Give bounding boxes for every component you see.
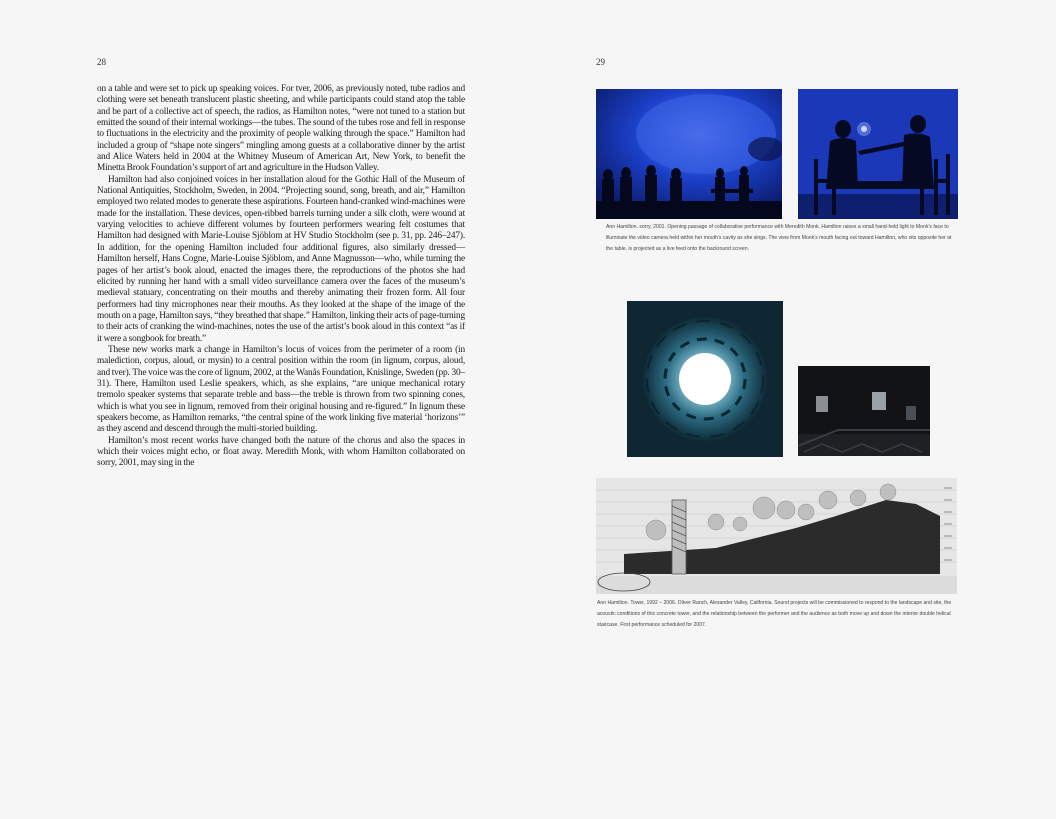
right-page-number: 29 xyxy=(596,57,605,67)
drawing-tower-elevation xyxy=(596,478,957,594)
body-text-column xyxy=(97,84,465,470)
body-paragraph: on a table and were set to pick up speaking voices. For tver, 2006, as previously noted, tube radios and clothing were set beneath translucent plastic sheeting, and while participants could stand atop the table and be part of a collective act of speech, the radios, as Hamilton notes, “were not tuned to a station but emitted the sound of their internal workings—the tubes. The sound of the tubes rose and fell in response to fluctuations in the electricity and the proximity of people walking through the space.” Hamilton had included a group of “shape note singers” mingling among guests at a collaborative dinner by the artist and Alice Waters held in 2004 at the Whitney Museum of American Art, New York, to benefit the Minetta Brook Foundation’s support of art and agriculture in the Hudson Valley. xyxy=(97,84,465,174)
photo-dark-interior xyxy=(798,366,930,456)
caption-tower: Ann Hamilton. Tower, 1992 – 2006. Oliver Ranch, Alexander Valley, California. Sound projects will be commissioned to respond to the landscape and site, the acoustic conditions of this concrete tower, and the relationship between the performer and the audience as both move up and down the interior double helical staircase. First performance scheduled for 2007. xyxy=(597,600,952,629)
body-paragraph: These new works mark a change in Hamilton’s locus of voices from the perimeter of a room (in malediction, corpus, aloud, or mysin) to a central position within the room (in lignum, corpus, aloud, and tver). The voice was the core of lignum, 2002, at the Wanås Foundation, Knislinge, Sweden (pp. 30–31). There, Hamilton used Leslie speakers, which, as she explains, “are unique mechanical rotary tremolo speaker systems that separate treble and bass—the treble is thrown from two spinning cones, which is what you see in lignum, removed from their original housing and re-figured.” In lignum these speakers become, as Hamilton remarks, “the central spine of the work linking five material ‘horizons’” as they ascend and descend through the multi-storied building. xyxy=(97,344,465,435)
body-paragraph: Hamilton’s most recent works have changed both the nature of the chorus and also the spaces in which their voices might echo, or float away. Meredith Monk, with whom Hamilton collaborated on sorry, 2001, may sing in the xyxy=(97,435,465,469)
caption-sorry: Ann Hamilton. sorry, 2001. Opening passage of collaborative performance with Meredith Monk. Hamilton raises a small hand-held light to Monk’s face to illuminate the video camera held within her mouth’s cavity as she sings. The view from Monk’s mouth facing out toward Hamilton, who sits opposite her at the table, is projected as a live feed onto the backround screen. xyxy=(606,224,952,253)
body-paragraph: Hamilton had also conjoined voices in her installation aloud for the Gothic Hall of the Museum of National Antiquities, Stockholm, Sweden, in 2004. “Projecting sound, song, breath, and air,” Hamilton employed two related modes to generate these aspirations. Fourteen hand-cranked wind-machines were made for the installation. These devices, open-ribbed barrels turning under a silk cloth, were wound at varying velocities to achieve different volumes by fourteen performers wearing felt costumes that Hamilton had designed with Marie-Louise Sjöblom at HV Studio Stockholm (see p. 31, pp. 246–247). In addition, for the opening Hamilton included four additional figures, also similarly dressed—Hamilton herself, Hans Cogne, Marie-Louise Sjöblom, and Anne Magnusson—who, while turning the pages of her artist’s book aloud, enacted the images there, the reproductions of the photos she had elicited by running her hand with a small video surveillance camera over the faces of the museum’s medieval statuary, concentrating on their mouths and thereby animating their frozen form. All four performers had tiny microphones near their mouths. As they looked at the shape of the image of the mouth on a page, Hamilton says, “they breathed that shape.” Hamilton, linking their acts of page-turning to their acts of cranking the wind-machines, notes the use of the artist’s book aloud in this context “as if it were a songbook for breath.” xyxy=(97,174,465,344)
photo-circular-installation xyxy=(627,301,783,457)
photo-projection-face xyxy=(596,89,782,219)
left-page-number: 28 xyxy=(97,57,106,67)
photo-performance-table xyxy=(798,89,958,219)
